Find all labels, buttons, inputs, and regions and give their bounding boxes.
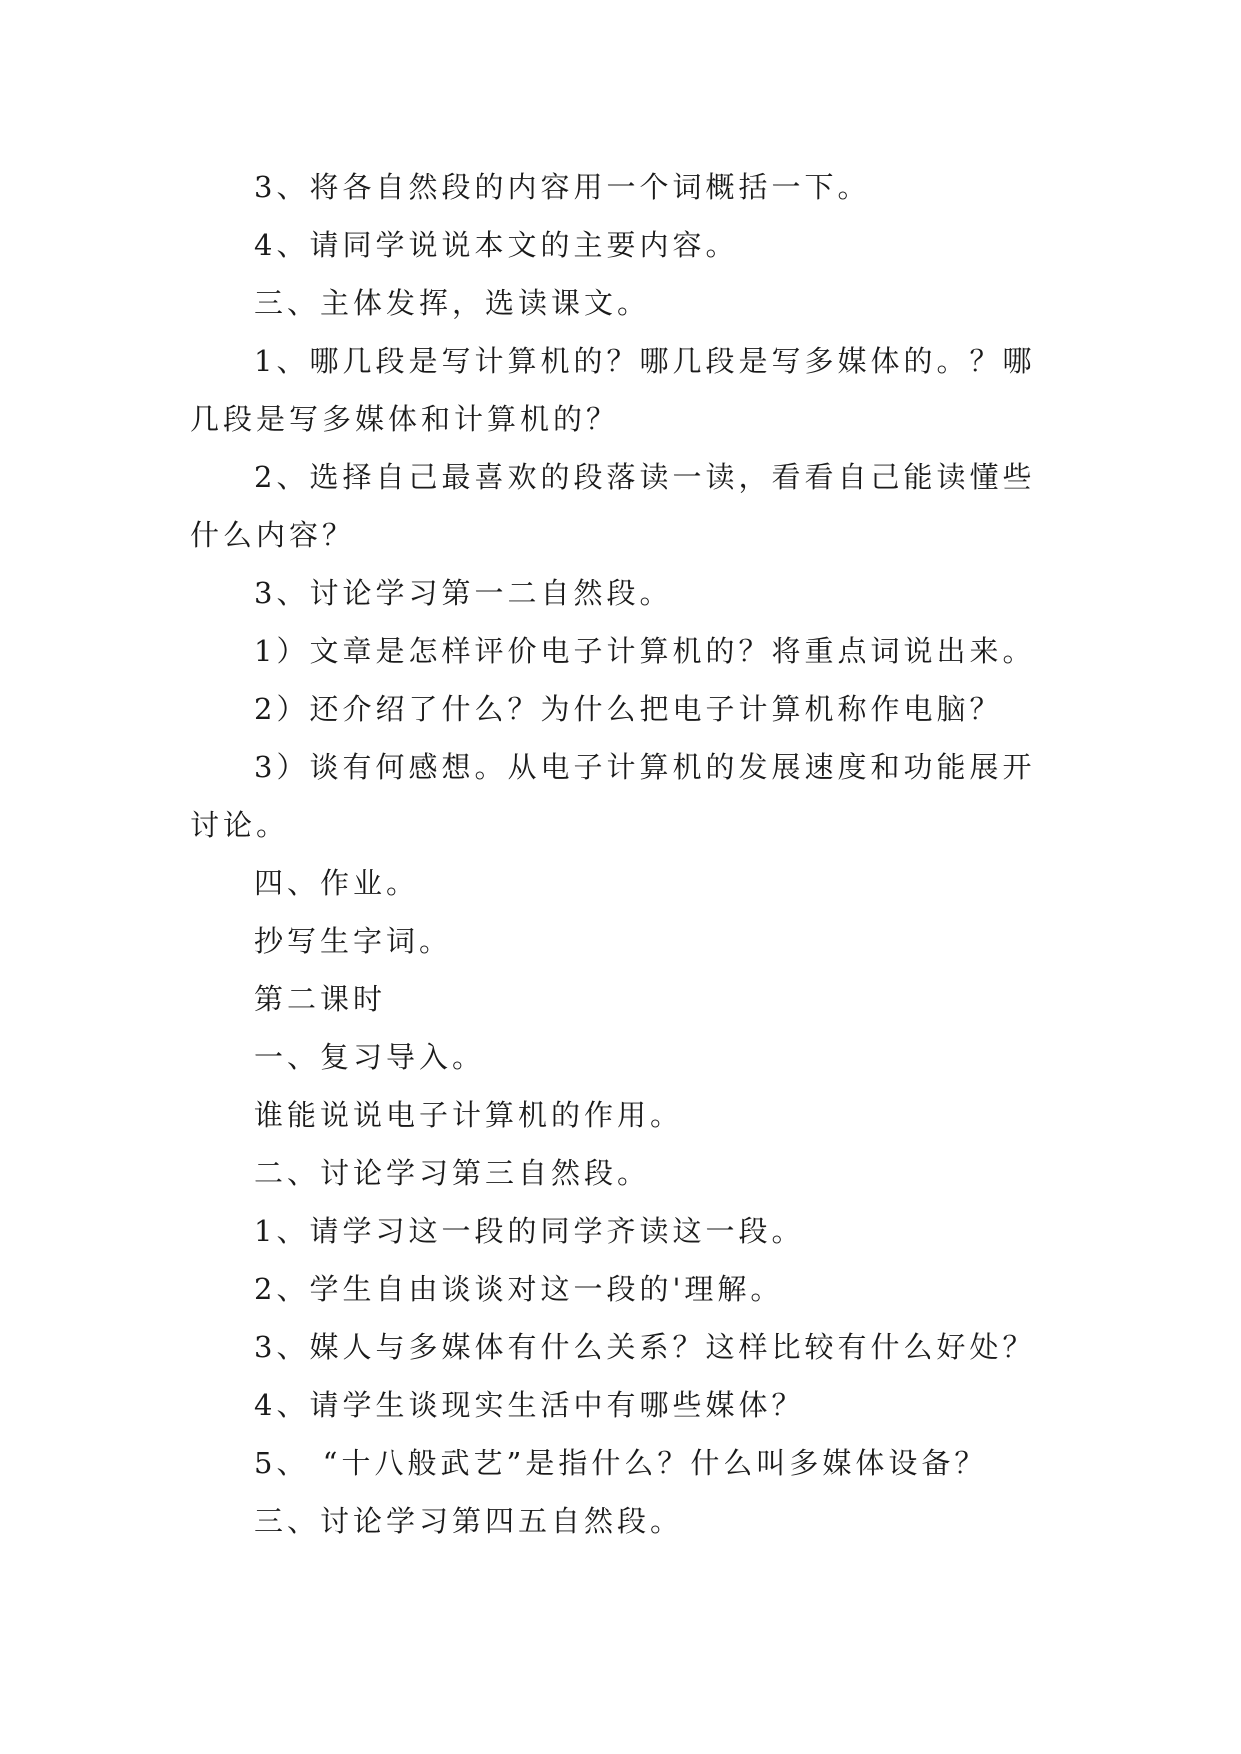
paragraph-17: 2、学生自由谈谈对这一段的'理解。 (254, 1272, 784, 1306)
paragraph-10: 四、作业。 (254, 866, 420, 900)
paragraph-8: 2）还介绍了什么？为什么把电子计算机称作电脑？ (254, 692, 1003, 726)
paragraph-4: 1、哪几段是写计算机的？哪几段是写多媒体的。？哪几段是写多媒体和计算机的？ (190, 344, 1036, 436)
paragraph-21: 三、讨论学习第四五自然段。 (254, 1504, 684, 1538)
paragraph-13: 一、复习导入。 (254, 1040, 486, 1074)
paragraph-1: 3、将各自然段的内容用一个词概括一下。 (254, 170, 871, 204)
paragraph-9: 3）谈有何感想。从电子计算机的发展速度和功能展开讨论。 (190, 750, 1036, 842)
paragraph-11: 抄写生字词。 (254, 924, 453, 958)
paragraph-6: 3、讨论学习第一二自然段。 (254, 576, 673, 610)
paragraph-18: 3、媒人与多媒体有什么关系？这样比较有什么好处？ (254, 1330, 1036, 1364)
paragraph-14: 谁能说说电子计算机的作用。 (254, 1098, 684, 1132)
paragraph-12: 第二课时 (254, 982, 387, 1016)
paragraph-16: 1、请学习这一段的同学齐读这一段。 (254, 1214, 805, 1248)
paragraph-5: 2、选择自己最喜欢的段落读一读，看看自己能读懂些什么内容？ (190, 460, 1036, 552)
paragraph-20: 5、 “十八般武艺”是指什么？什么叫多媒体设备？ (254, 1446, 988, 1480)
paragraph-15: 二、讨论学习第三自然段。 (254, 1156, 651, 1190)
paragraph-7: 1）文章是怎样评价电子计算机的？将重点词说出来。 (254, 634, 1036, 668)
paragraph-19: 4、请学生谈现实生活中有哪些媒体？ (254, 1388, 805, 1422)
paragraph-2: 4、请同学说说本文的主要内容。 (254, 228, 739, 262)
paragraph-3: 三、主体发挥，选读课文。 (254, 286, 651, 320)
document-body (190, 158, 1050, 1550)
